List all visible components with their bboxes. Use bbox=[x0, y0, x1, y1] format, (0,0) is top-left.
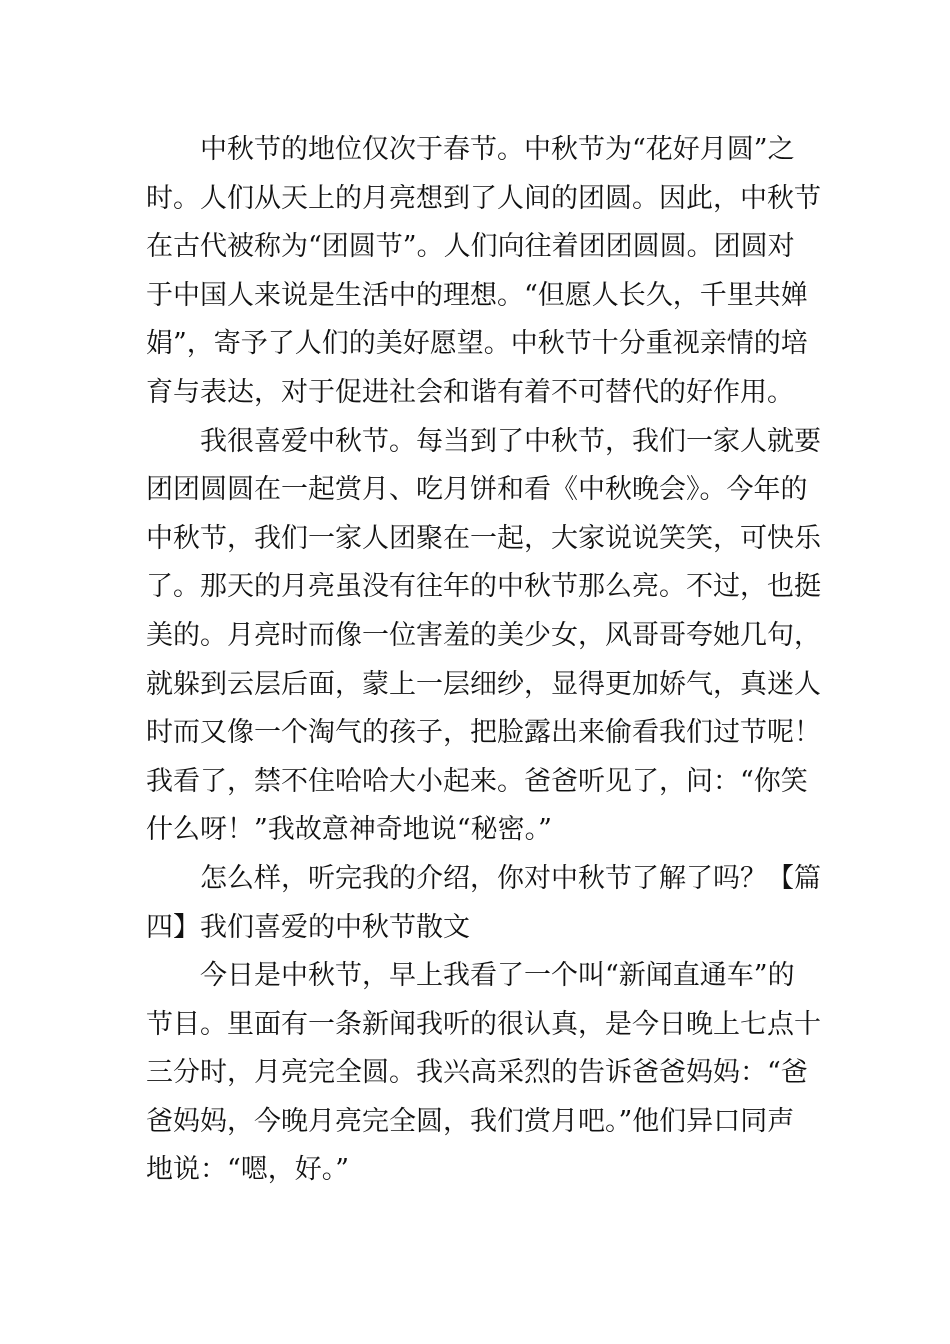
text-line: 节目。里面有一条新闻我听的很认真，是今日晚上七点十 bbox=[146, 1008, 821, 1040]
text-line: 什么呀！”我故意神奇地说“秘密。” bbox=[146, 814, 552, 846]
text-line: 我看了，禁不住哈哈大小起来。爸爸听见了，问：“你笑 bbox=[146, 765, 808, 797]
text-line: 四】我们喜爱的中秋节散文 bbox=[146, 911, 470, 943]
text-line: 于中国人来说是生活中的理想。“但愿人长久，千里共婵 bbox=[146, 279, 808, 311]
text-line: 了。那天的月亮虽没有往年的中秋节那么亮。不过，也挺 bbox=[146, 571, 821, 603]
text-line: 就躲到云层后面，蒙上一层细纱，显得更加娇气，真迷人 bbox=[146, 668, 821, 700]
text-line: 团团圆圆在一起赏月、吃月饼和看《中秋晚会》。今年的 bbox=[146, 474, 808, 506]
text-line: 育与表达，对于促进社会和谐有着不可替代的好作用。 bbox=[146, 376, 794, 408]
text-line: 在古代被称为“团圆节”。人们向往着团团圆圆。团圆对 bbox=[146, 231, 795, 263]
paragraph-3 bbox=[146, 855, 821, 952]
text-line: 时。人们从天上的月亮想到了人间的团圆。因此，中秋节 bbox=[146, 182, 821, 214]
text-line: 娟”，寄予了人们的美好愿望。中秋节十分重视亲情的培 bbox=[146, 328, 808, 360]
text-line: 爸妈妈，今晚月亮完全圆，我们赏月吧。”他们异口同声 bbox=[146, 1105, 795, 1137]
text-line: 中秋节，我们一家人团聚在一起，大家说说笑笑，可快乐 bbox=[146, 522, 821, 554]
paragraph-2 bbox=[146, 418, 821, 855]
text-line: 我很喜爱中秋节。每当到了中秋节，我们一家人就要 bbox=[200, 425, 821, 457]
text-line: 怎么样，听完我的介绍，你对中秋节了解了吗？【篇 bbox=[200, 862, 821, 894]
text-line: 中秋节的地位仅次于春节。中秋节为“花好月圆”之 bbox=[200, 134, 795, 165]
text-line: 今日是中秋节，早上我看了一个叫“新闻直通车”的 bbox=[200, 960, 795, 992]
text-line: 地说：“嗯，好。” bbox=[146, 1154, 350, 1186]
text-line: 美的。月亮时而像一位害羞的美少女，风哥哥夸她几句， bbox=[146, 619, 821, 651]
text-line: 时而又像一个淘气的孩子，把脸露出来偷看我们过节呢！ bbox=[146, 717, 821, 749]
paragraph-4 bbox=[146, 952, 821, 1195]
document-page bbox=[146, 126, 821, 1195]
paragraph-1 bbox=[146, 126, 821, 418]
text-line: 三分时，月亮完全圆。我兴高采烈的告诉爸爸妈妈：“爸 bbox=[146, 1057, 808, 1089]
